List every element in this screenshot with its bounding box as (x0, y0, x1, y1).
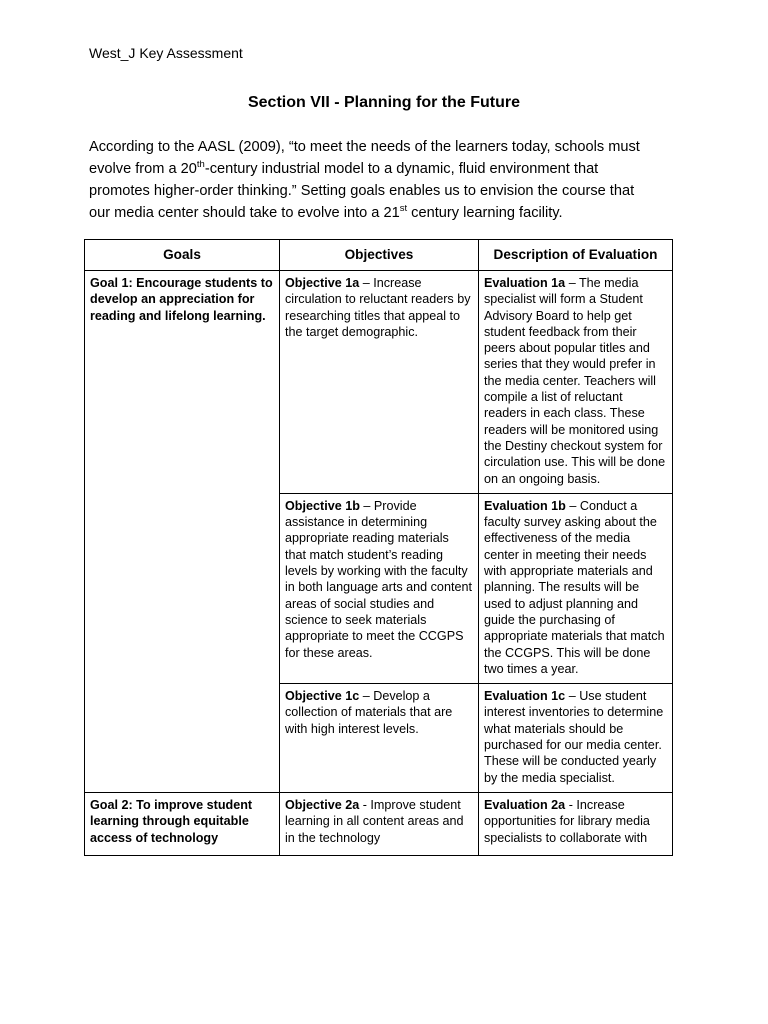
intro-line-2a: evolve from a 20 (89, 161, 197, 177)
intro-line-2b: -century industrial model to a dynamic, fluid environment that (204, 161, 599, 177)
page-header: West_J Key Assessment (89, 45, 243, 61)
objective-cell (280, 684, 479, 793)
objective-label: Objective 1a (285, 276, 360, 290)
objective-label: Objective 2a (285, 797, 360, 812)
evaluation-text: - Increase opportunities for library media specialists to collaborate with (484, 797, 650, 845)
table-header-row (85, 240, 673, 271)
header-goals: Goals (85, 240, 280, 271)
objective-text: – Develop a collection of materials that are with high interest levels. (285, 689, 453, 736)
objective-text: - Improve student learning in all content areas and in the technology (285, 797, 464, 845)
intro-line-1: According to the AASL (2009), “to meet the needs of the learners today, schools must (89, 139, 640, 155)
evaluation-text: – The media specialist will form a Student Advisory Board to help get student feedback from their peers about popular titles and series that they would prefer in the media center. Teachers will compile a list of reluctant readers in each class. These readers will be monitored using the Destiny checkout system for circulation use. This will be done on an ongoing basis. (484, 276, 666, 486)
planning-table (84, 239, 673, 856)
goal-2-text: Goal 2: To improve student learning through equitable access of technology (90, 797, 253, 845)
evaluation-cell (479, 493, 673, 683)
table-row (85, 792, 673, 855)
goal-2-cell (85, 792, 280, 855)
evaluation-label: Evaluation 2a (484, 797, 566, 812)
intro-paragraph (89, 136, 679, 224)
intro-line-4b: century learning facility. (407, 205, 563, 221)
goal-1-text: Goal 1: Encourage students to develop an appreciation for reading and lifelong learning. (90, 276, 273, 323)
intro-sup-st: st (399, 203, 408, 215)
header-evaluation: Description of Evaluation (479, 240, 673, 271)
evaluation-cell (479, 684, 673, 793)
evaluation-cell (479, 271, 673, 494)
objective-label: Objective 1c (285, 689, 360, 704)
objective-cell (280, 792, 479, 855)
intro-line-3: promotes higher-order thinking.” Setting goals enables us to envision the course that (89, 183, 635, 199)
evaluation-label: Evaluation 1a (484, 276, 566, 290)
evaluation-cell (479, 792, 673, 855)
intro-sup-th: th (196, 159, 205, 171)
table-row (85, 271, 673, 494)
evaluation-label: Evaluation 1c (484, 689, 566, 704)
objective-cell (280, 493, 479, 683)
objective-label: Objective 1b (285, 498, 360, 513)
evaluation-text: – Use student interest inventories to determine what materials should be purchased for our media center. These will be conducted yearly by the media specialist. (484, 689, 664, 785)
goal-1-cell (85, 271, 280, 793)
evaluation-label: Evaluation 1b (484, 498, 566, 513)
objective-text: – Increase circulation to reluctant readers by researching titles that appeal to the target demographic. (285, 276, 471, 339)
evaluation-text: – Conduct a faculty survey asking about the effectiveness of the media center in meeting their needs with appropriate materials and planning. The results will be used to adjust planning and guide the purchasing of appropriate materials that match the CCGPS. This will be done two times a year. (484, 498, 665, 676)
objective-text: – Provide assistance in determining appropriate reading materials that match student’s reading levels by working with the faculty in both language arts and content areas of social studies and science to seek materials appropriate to meet the CCGPS for these areas. (285, 498, 472, 660)
intro-line-4a: our media center should take to evolve into a 21 (89, 205, 400, 221)
header-objectives: Objectives (280, 240, 479, 271)
objective-cell (280, 271, 479, 494)
section-title: Section VII - Planning for the Future (247, 94, 520, 111)
